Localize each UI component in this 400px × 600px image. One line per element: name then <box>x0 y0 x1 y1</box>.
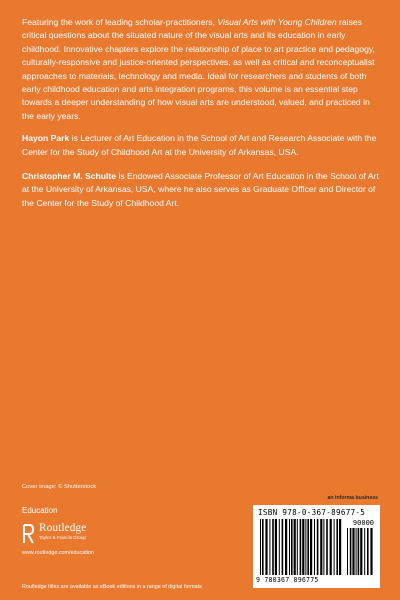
author-name-1: Hayon Park <box>22 133 70 144</box>
barcode-bar <box>347 528 348 575</box>
barcode-bar <box>314 519 315 575</box>
barcode-bar <box>289 519 290 575</box>
barcode-bar <box>260 519 261 575</box>
barcode-bar <box>317 519 319 575</box>
informa-tagline: an informa business <box>327 495 378 501</box>
barcode-bars <box>260 519 342 575</box>
price-addon-code: 90000 <box>352 519 374 527</box>
barcode-addon-bars <box>347 528 373 575</box>
book-description <box>22 16 380 123</box>
description-body: raises critical questions about the situated nature of the visual arts and its education in early childhood. Innovative chapters explore the relationship of place to art practice and pedagogy, culturally-responsive and justice-oriented perspectives, as well as critical and reconceptualist approaches to materials, technology and media. Ideal for researchers and students of both early childhood education and arts integration programs, this volume is an essential step towards a deeper understanding of how visual arts are understood, valued, and practiced in the early years. <box>22 17 375 121</box>
barcode-bar <box>307 519 309 575</box>
barcode-bar <box>367 528 369 575</box>
author-bio-text-1: is Lecturer of Art Education in the School of Art and Research Associate with the Center for the Study of Childhood Art at the University of Arkansas, USA. <box>22 133 377 157</box>
barcode-bar <box>350 528 352 575</box>
barcode-bar <box>265 519 267 575</box>
barcode-bar <box>305 519 306 575</box>
barcode-bar <box>297 519 298 575</box>
barcode-bar <box>275 519 277 575</box>
author-bio-2 <box>22 170 380 210</box>
book-title: Visual Arts with Young Children <box>217 17 337 27</box>
routledge-logo-icon <box>22 523 35 545</box>
barcode-bar <box>370 528 372 575</box>
barcode-bar <box>364 528 365 575</box>
barcode-bar <box>358 528 360 575</box>
barcode-bar <box>356 528 357 575</box>
barcode-digits: 9 780367 896775 <box>256 576 319 584</box>
author-bio-text-2: is Endowed Associate Professor of Art Education in the School of Art at the University of Arkansas, USA, where he also serves as Graduate Officer and Director of the Center for the Study of Childhood Art. <box>22 171 379 208</box>
barcode-bar <box>320 519 322 575</box>
ebook-footnote: Routledge titles are available as eBook editions in a range of digital formats <box>22 584 202 590</box>
author-bio-1 <box>22 132 380 159</box>
barcode-bar <box>285 519 287 575</box>
barcode-bar <box>339 519 341 575</box>
barcode-bar <box>300 519 302 575</box>
publisher-url[interactable]: www.routledge.com/education <box>22 550 94 556</box>
barcode-bar <box>352 528 354 575</box>
barcode-bar <box>262 519 264 575</box>
barcode-bar <box>302 519 304 575</box>
description-lead: Featuring the work of leading scholar-practitioners, <box>22 17 218 27</box>
publisher-block <box>22 523 202 573</box>
barcode-bar <box>323 519 324 575</box>
barcode-bar <box>326 519 328 575</box>
cover-image-credit: Cover image: © Shutterstock <box>22 484 97 490</box>
publisher-group: Taylor & Francis Group <box>39 535 86 540</box>
barcode-bar <box>291 519 293 575</box>
author-name-2: Christopher M. Schulte <box>22 171 117 182</box>
barcode-bar <box>282 519 284 575</box>
barcode-bar <box>294 519 296 575</box>
barcode-bar <box>269 519 270 575</box>
subject-category: Education <box>22 506 58 515</box>
isbn-text: ISBN 978-0-367-89677-5 <box>258 508 366 517</box>
back-cover-blurb <box>22 16 380 221</box>
barcode-bar <box>279 519 280 575</box>
barcode-bar <box>310 519 312 575</box>
barcode-bar <box>360 528 362 575</box>
barcode-box <box>253 505 380 588</box>
barcode-bar <box>334 519 335 575</box>
barcode-bar <box>336 519 338 575</box>
barcode-bar <box>330 519 332 575</box>
publisher-name: Routledge <box>39 522 87 534</box>
barcode-bar <box>272 519 274 575</box>
